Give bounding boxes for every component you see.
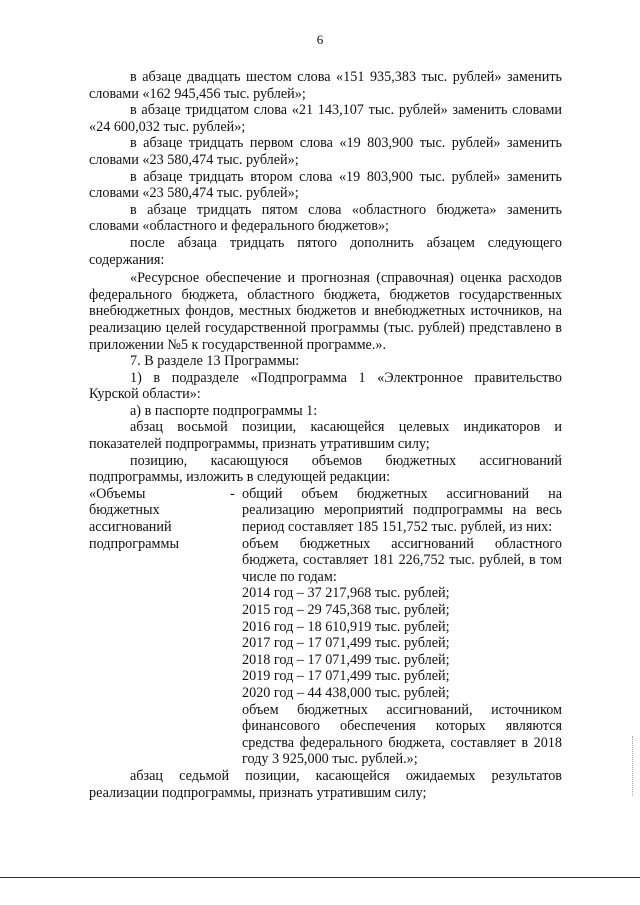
paragraph-passport: а) в паспорте подпрограммы 1: <box>130 402 318 419</box>
margin-mark <box>632 736 635 796</box>
left-line: подпрограммы <box>89 535 179 552</box>
left-line: бюджетных <box>89 502 160 519</box>
left-line: «Объемы <box>89 485 146 502</box>
table-dash: - <box>230 485 235 502</box>
budget-table <box>89 486 562 768</box>
table-right-column <box>242 486 562 768</box>
paragraph-section-7: 7. В разделе 13 Программы: <box>130 353 300 370</box>
paragraph-4: в абзаце тридцать втором слова «19 803,900 тыс. рублей» заменить словами «23 580,474 тыс. рублей»; <box>89 168 562 202</box>
document-body <box>89 69 562 801</box>
year-line: 2015 год – 29 745,368 тыс. рублей; <box>242 602 450 618</box>
paragraph-results: абзац седьмой позиции, касающейся ожидаемых результатов реализации подпрограммы, признать утратившим силу; <box>89 767 562 801</box>
regional-budget-text: объем бюджетных ассигнований областного бюджета, составляет 181 226,752 тыс. рублей, в том числе по годам: <box>242 535 562 585</box>
paragraph-indicators: абзац восьмой позиции, касающейся целевых индикаторов и показателей подпрограммы, признать утратившим силу; <box>89 419 562 453</box>
year-line: 2016 год – 18 610,919 тыс. рублей; <box>242 618 450 635</box>
paragraph-subsection-1: 1) в подразделе «Подпрограмма 1 «Электронное правительство Курской области»: <box>89 369 562 403</box>
year-line: 2020 год – 44 438,000 тыс. рублей; <box>242 684 450 701</box>
federal-budget-text: объем бюджетных ассигнований, источником финансового обеспечения которых являются средства федерального бюджета, составляет в 2018 году 3 925,000 тыс. рублей.»; <box>242 701 562 768</box>
year-line: 2017 год – 17 071,499 тыс. рублей; <box>242 635 450 652</box>
total-volume-text: общий объем бюджетных ассигнований на реализацию мероприятий подпрограммы на весь период составляет 185 151,752 тыс. рублей, из них: <box>242 485 562 536</box>
paragraph-6: после абзаца тридцать пятого дополнить абзацем следующего содержания: <box>89 234 562 268</box>
year-line: 2018 год – 17 071,499 тыс. рублей; <box>242 651 450 668</box>
paragraph-3: в абзаце тридцать первом слова «19 803,900 тыс. рублей» заменить словами «23 580,474 тыс. рублей»; <box>89 135 562 168</box>
year-line: 2014 год – 37 217,968 тыс. рублей; <box>242 585 450 602</box>
paragraph-2: в абзаце тридцатом слова «21 143,107 тыс. рублей» заменить словами «24 600,032 тыс. рублей»; <box>89 102 562 135</box>
paragraph-1: в абзаце двадцать шестом слова «151 935,383 тыс. рублей» заменить словами «162 945,456 тыс. рублей»; <box>89 69 562 102</box>
bottom-rule <box>0 877 640 878</box>
paragraph-5: в абзаце тридцать пятом слова «областного бюджета» заменить словами «областного и федерального бюджетов»; <box>89 201 562 235</box>
year-line: 2019 год – 17 071,499 тыс. рублей; <box>242 668 450 685</box>
left-line: ассигнований <box>89 519 172 536</box>
table-left-column <box>89 486 230 768</box>
quoted-paragraph: «Ресурсное обеспечение и прогнозная (справочная) оценка расходов федерального бюджета, областного бюджета, бюджетов государственных внебюджетных фондов, местных бюджетов и внебюджетных источников, на реализацию целей государственной программы (тыс. рублей) представлено в приложении №5 к государственной программе.». <box>89 270 562 353</box>
page-number: 6 <box>316 32 324 47</box>
paragraph-budget-position: позицию, касающуюся объемов бюджетных ассигнований подпрограммы, изложить в следующей редакции: <box>89 452 562 486</box>
